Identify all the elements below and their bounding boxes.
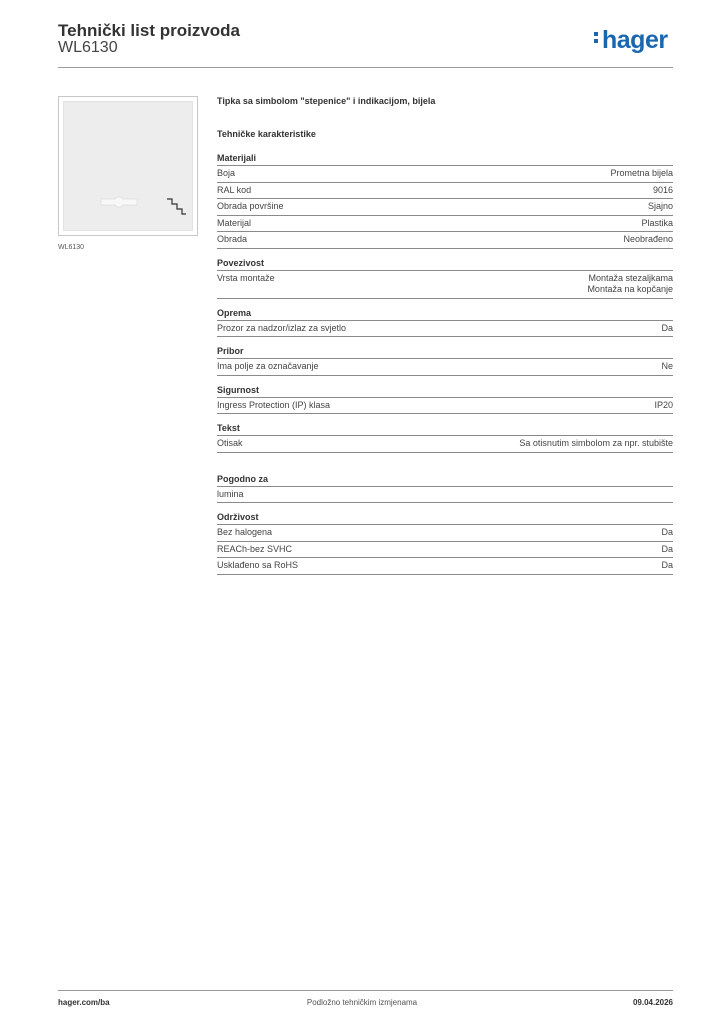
spec-label: Ingress Protection (IP) klasa [217,399,331,410]
spec-value-line: Prometna bijela [610,168,673,178]
spec-group-title: Povezivost [217,258,673,271]
spec-group-title: Tekst [217,423,673,436]
spec-row [217,232,673,249]
spec-value-line: Da [661,560,673,570]
footer-disclaimer: Podložno tehničkim izmjenama [306,998,418,1007]
spec-group-title: Materijali [217,153,673,166]
spec-value-line: Sa otisnutim simbolom za npr. stubište [519,438,673,448]
spec-value [641,218,673,230]
logo-dots-icon [594,29,600,46]
spec-label: REACh-bez SVHC [217,543,293,554]
spec-value [623,234,673,246]
spec-label: Prozor za nadzor/izlaz za svjetlo [217,322,347,333]
spec-value [661,527,673,539]
spec-value [661,544,673,556]
spec-row [217,525,673,542]
spec-value-line: Plastika [641,217,673,228]
spec-row [217,271,673,299]
spec-label: lumina [217,488,244,499]
spec-label: Bez halogena [217,527,273,537]
spec-value-line: Da [661,322,673,333]
product-code: WL6130 [58,39,118,56]
spec-row [217,183,673,200]
product-image [58,96,198,236]
spec-row [217,359,673,376]
spec-label: Materijal [217,217,252,228]
spec-value [661,560,673,572]
footer-date: 09.04.2026 [632,998,673,1007]
spec-value [654,400,673,412]
spec-label: Usklađeno sa RoHS [217,560,299,570]
spec-value [587,273,673,296]
spec-value-line: Sjajno [647,201,673,211]
spec-value-line: Neobrađeno [623,234,673,244]
spec-value [653,185,673,197]
spec-value [661,361,673,373]
spec-group-title: Sigurnost [217,385,673,398]
spec-row [217,558,673,575]
spec-value-line: Da [661,527,673,537]
spec-groups [217,153,673,575]
page-title: Tehnički list proizvoda [58,21,240,40]
spec-table [217,96,673,575]
spec-value-line: IP20 [654,399,673,410]
image-caption: WL6130 [58,244,85,251]
spec-label: Ima polje za označavanje [217,361,319,371]
logo-wordmark: hager [602,26,668,54]
spec-group-title: Pogodno za [217,474,673,487]
spec-row [217,487,673,504]
spec-label: Otisak [217,438,243,448]
spec-value [610,168,673,180]
indicator-window-icon [99,196,139,208]
spec-label: Obrada [217,234,248,244]
footer-divider [58,990,673,991]
spec-group-title: Oprema [217,308,673,321]
spec-value-line: Ne [661,361,673,371]
footer-website: hager.com/ba [58,998,110,1007]
spec-value [661,323,673,335]
spec-row [217,436,673,453]
hager-logo [594,26,668,56]
spec-value-line: Montaža na kopčanje [587,284,673,294]
spec-group-title: Održivost [217,512,673,525]
spec-value [519,438,673,450]
spec-row [217,398,673,415]
spec-label: Vrsta montaže [217,272,275,283]
spec-value-line: Da [661,543,673,554]
spec-group-title: Pribor [217,346,673,359]
spec-label: Obrada površine [217,201,284,211]
spec-row [217,542,673,559]
product-title: Tipka sa simbolom "stepenice" i indikacijom, bijela [217,96,436,106]
header-divider [58,67,673,68]
characteristics-title: Tehničke karakteristike [217,129,316,139]
spec-value-line: 9016 [652,184,673,195]
staircase-symbol-icon [165,197,187,219]
spec-row [217,216,673,233]
spec-label: RAL kod [217,184,252,195]
spec-value-line: Montaža stezaljkama [588,272,673,283]
spec-row [217,166,673,183]
spec-label: Boja [217,168,236,178]
spec-value [648,201,673,213]
spec-row [217,321,673,338]
spec-row [217,199,673,216]
